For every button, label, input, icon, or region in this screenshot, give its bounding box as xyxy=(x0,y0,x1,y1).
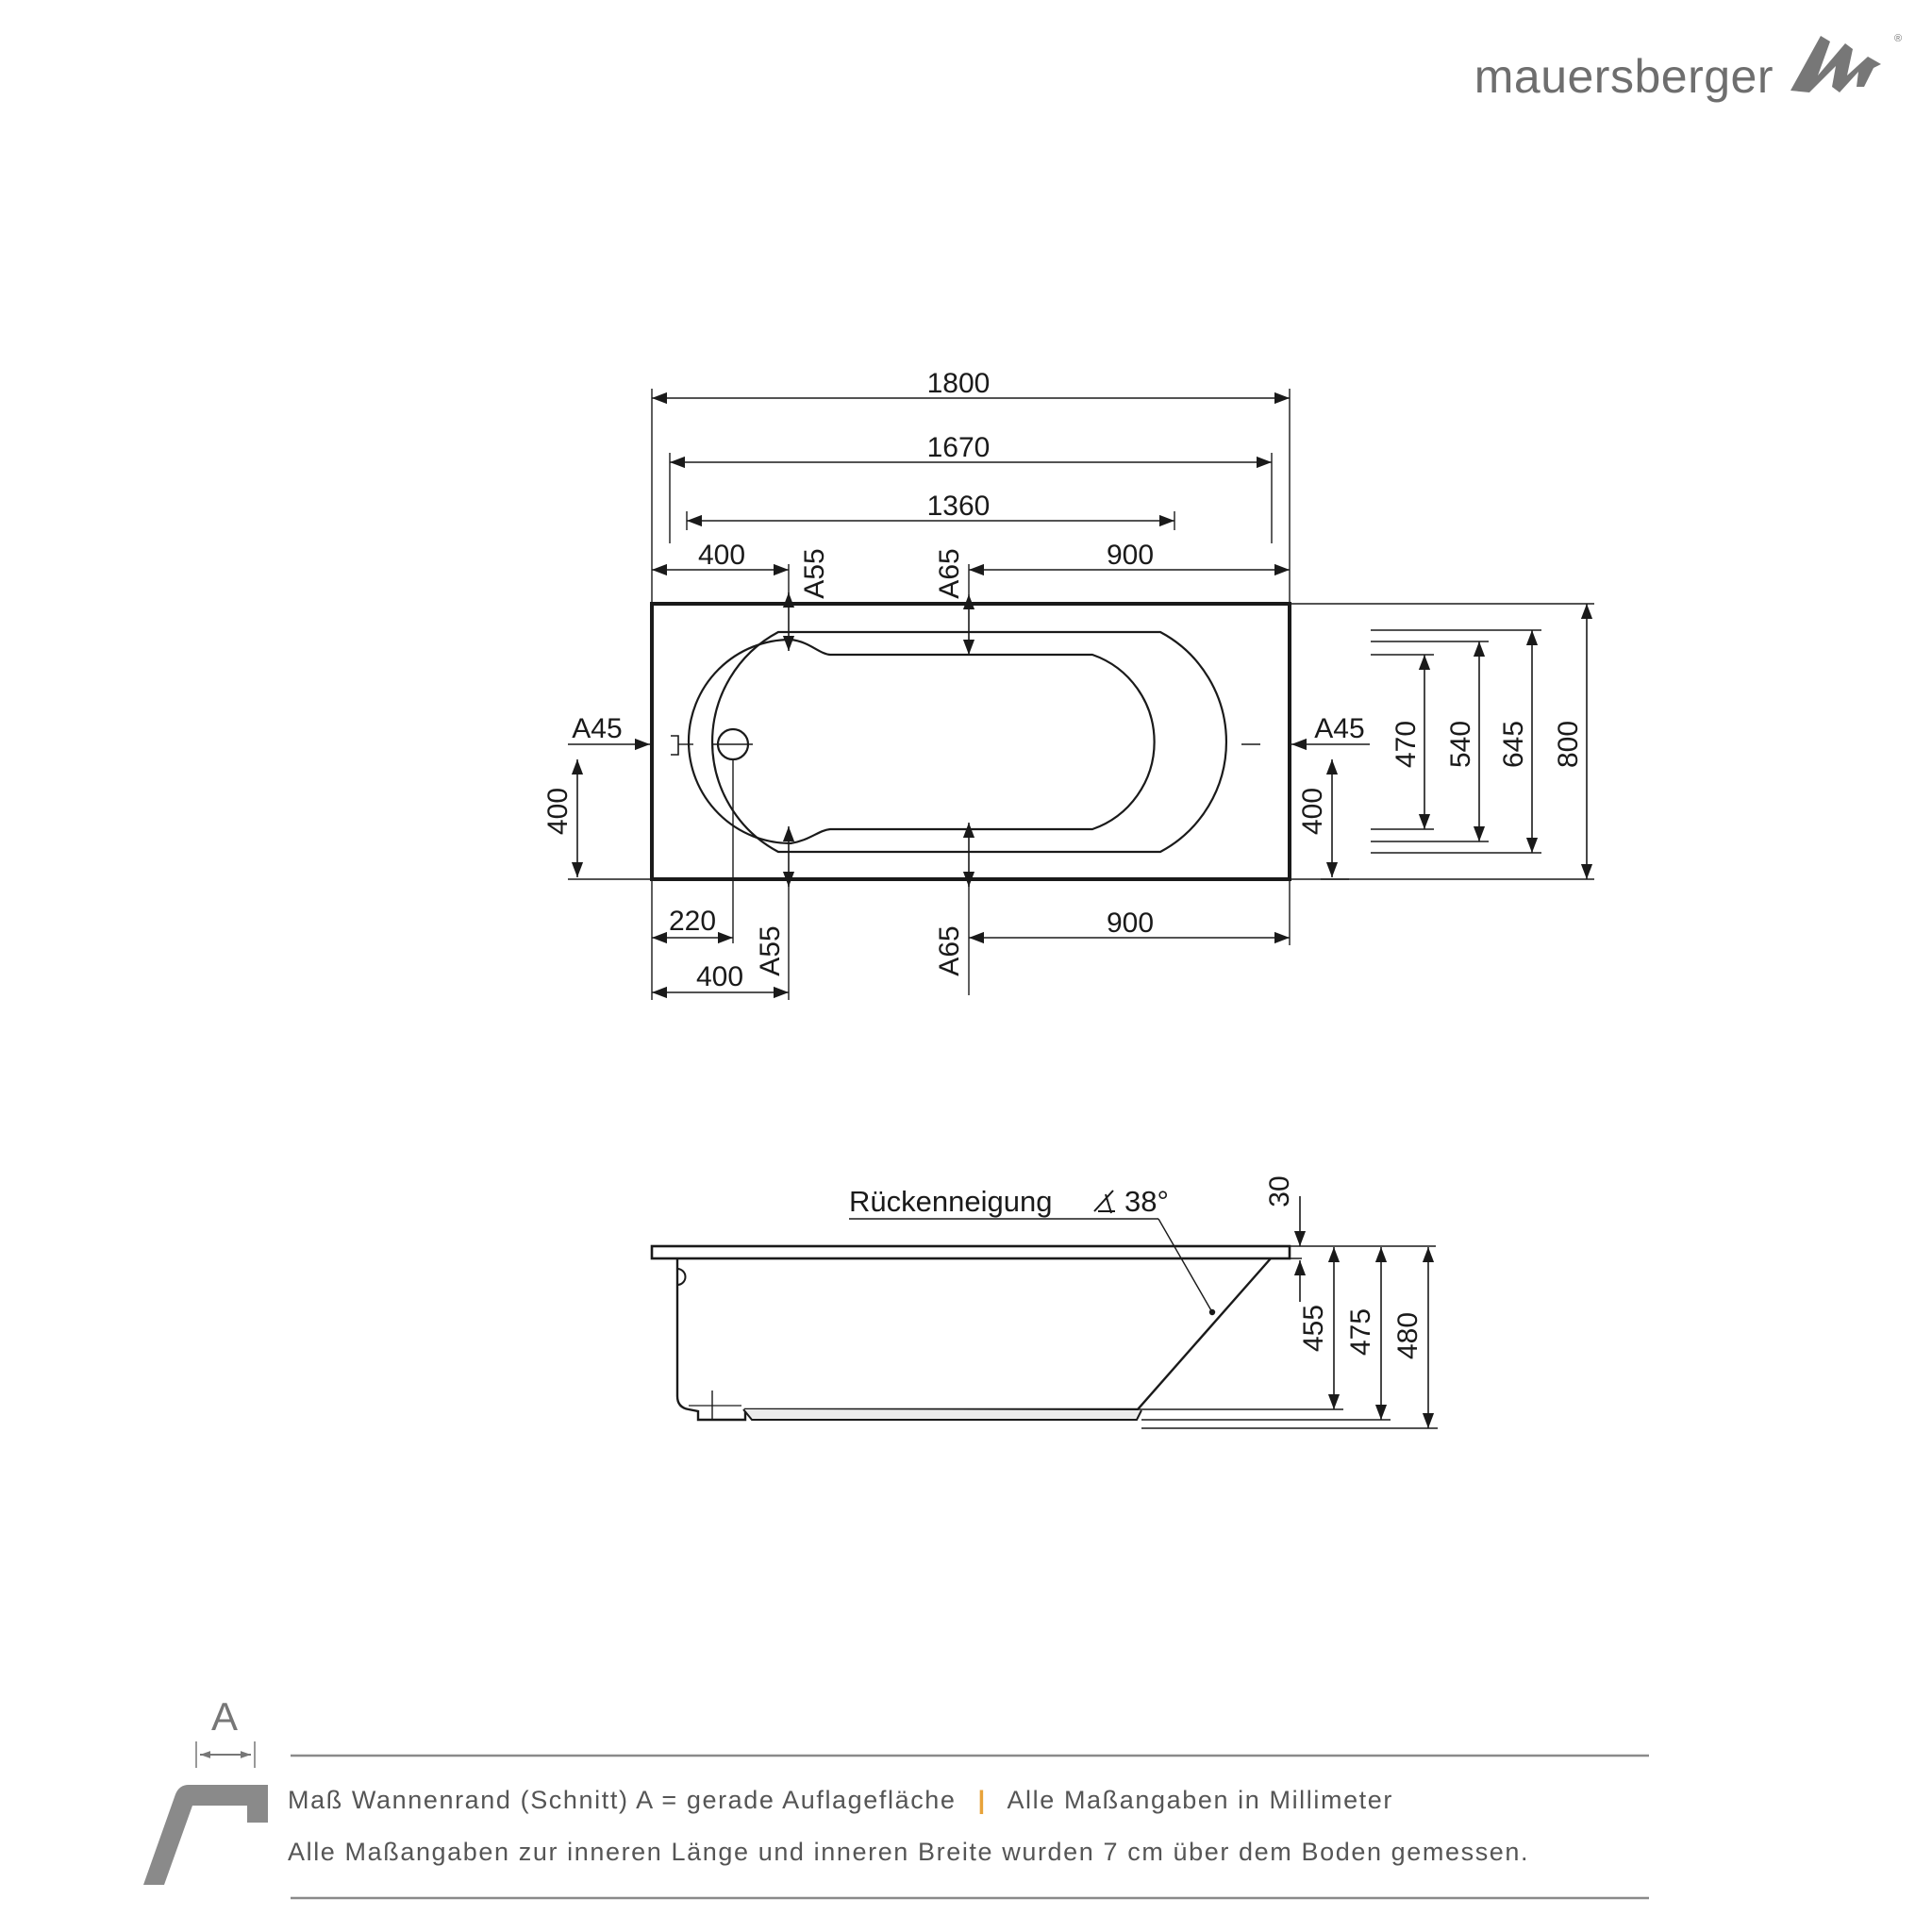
dim-645: 645 xyxy=(1498,720,1529,769)
angle-icon xyxy=(1094,1191,1115,1213)
top-view xyxy=(568,389,1594,1000)
footer-rim-note: Maß Wannenrand (Schnitt) A = gerade Auflagefläche xyxy=(288,1786,957,1814)
backrest-angle: 38° xyxy=(1124,1185,1169,1218)
tub-foot-side xyxy=(743,1409,1141,1420)
basin-outer xyxy=(712,632,1226,852)
dim-455: 455 xyxy=(1298,1304,1329,1353)
dim-30: 30 xyxy=(1264,1175,1295,1208)
tub-rim-side xyxy=(652,1246,1290,1258)
dim-400-right: 400 xyxy=(1297,787,1328,836)
rim-a55-bottom: A55 xyxy=(755,925,786,976)
rim-a45-right: A45 xyxy=(1314,713,1365,744)
footer-line-2: Alle Maßangaben zur inneren Länge und inneren Breite wurden 7 cm über dem Boden gemessen. xyxy=(288,1838,1530,1866)
tub-body-side xyxy=(677,1258,1271,1420)
brand-name: mauersberger xyxy=(1474,50,1774,103)
dim-475: 475 xyxy=(1345,1307,1376,1357)
rim-a45-left: A45 xyxy=(572,713,623,744)
dim-900-top: 900 xyxy=(1106,540,1155,571)
side-view-labels xyxy=(849,1175,1424,1359)
dim-1800: 1800 xyxy=(926,368,991,399)
rim-a65-bottom: A65 xyxy=(934,925,965,976)
registered-mark: ® xyxy=(1894,33,1903,44)
rim-symbol-a: A xyxy=(210,1694,239,1739)
dim-470: 470 xyxy=(1391,720,1422,769)
rim-section-icon xyxy=(143,1785,268,1885)
dim-400-bottom: 400 xyxy=(695,961,744,992)
dim-540: 540 xyxy=(1445,720,1476,769)
dim-1670: 1670 xyxy=(926,432,991,463)
dim-900-bottom: 900 xyxy=(1106,908,1155,939)
rim-a65-top: A65 xyxy=(934,548,965,599)
footer-line-1 xyxy=(288,1786,1393,1814)
dim-1360: 1360 xyxy=(926,491,991,522)
footer-units-note: Alle Maßangaben in Millimeter xyxy=(1007,1786,1393,1814)
footer-separator: | xyxy=(977,1786,987,1814)
brand-logo xyxy=(1474,33,1902,103)
rim-a55-top: A55 xyxy=(799,548,830,599)
dim-400-top: 400 xyxy=(697,540,746,571)
footer xyxy=(143,1694,1649,1898)
basin-inner xyxy=(689,640,1155,843)
backrest-label: Rückenneigung xyxy=(849,1185,1053,1218)
brand-mark-icon xyxy=(1790,36,1881,92)
dim-800: 800 xyxy=(1553,720,1584,769)
dim-400-left: 400 xyxy=(542,787,574,836)
dim-480: 480 xyxy=(1392,1311,1424,1360)
dim-220: 220 xyxy=(668,906,717,937)
